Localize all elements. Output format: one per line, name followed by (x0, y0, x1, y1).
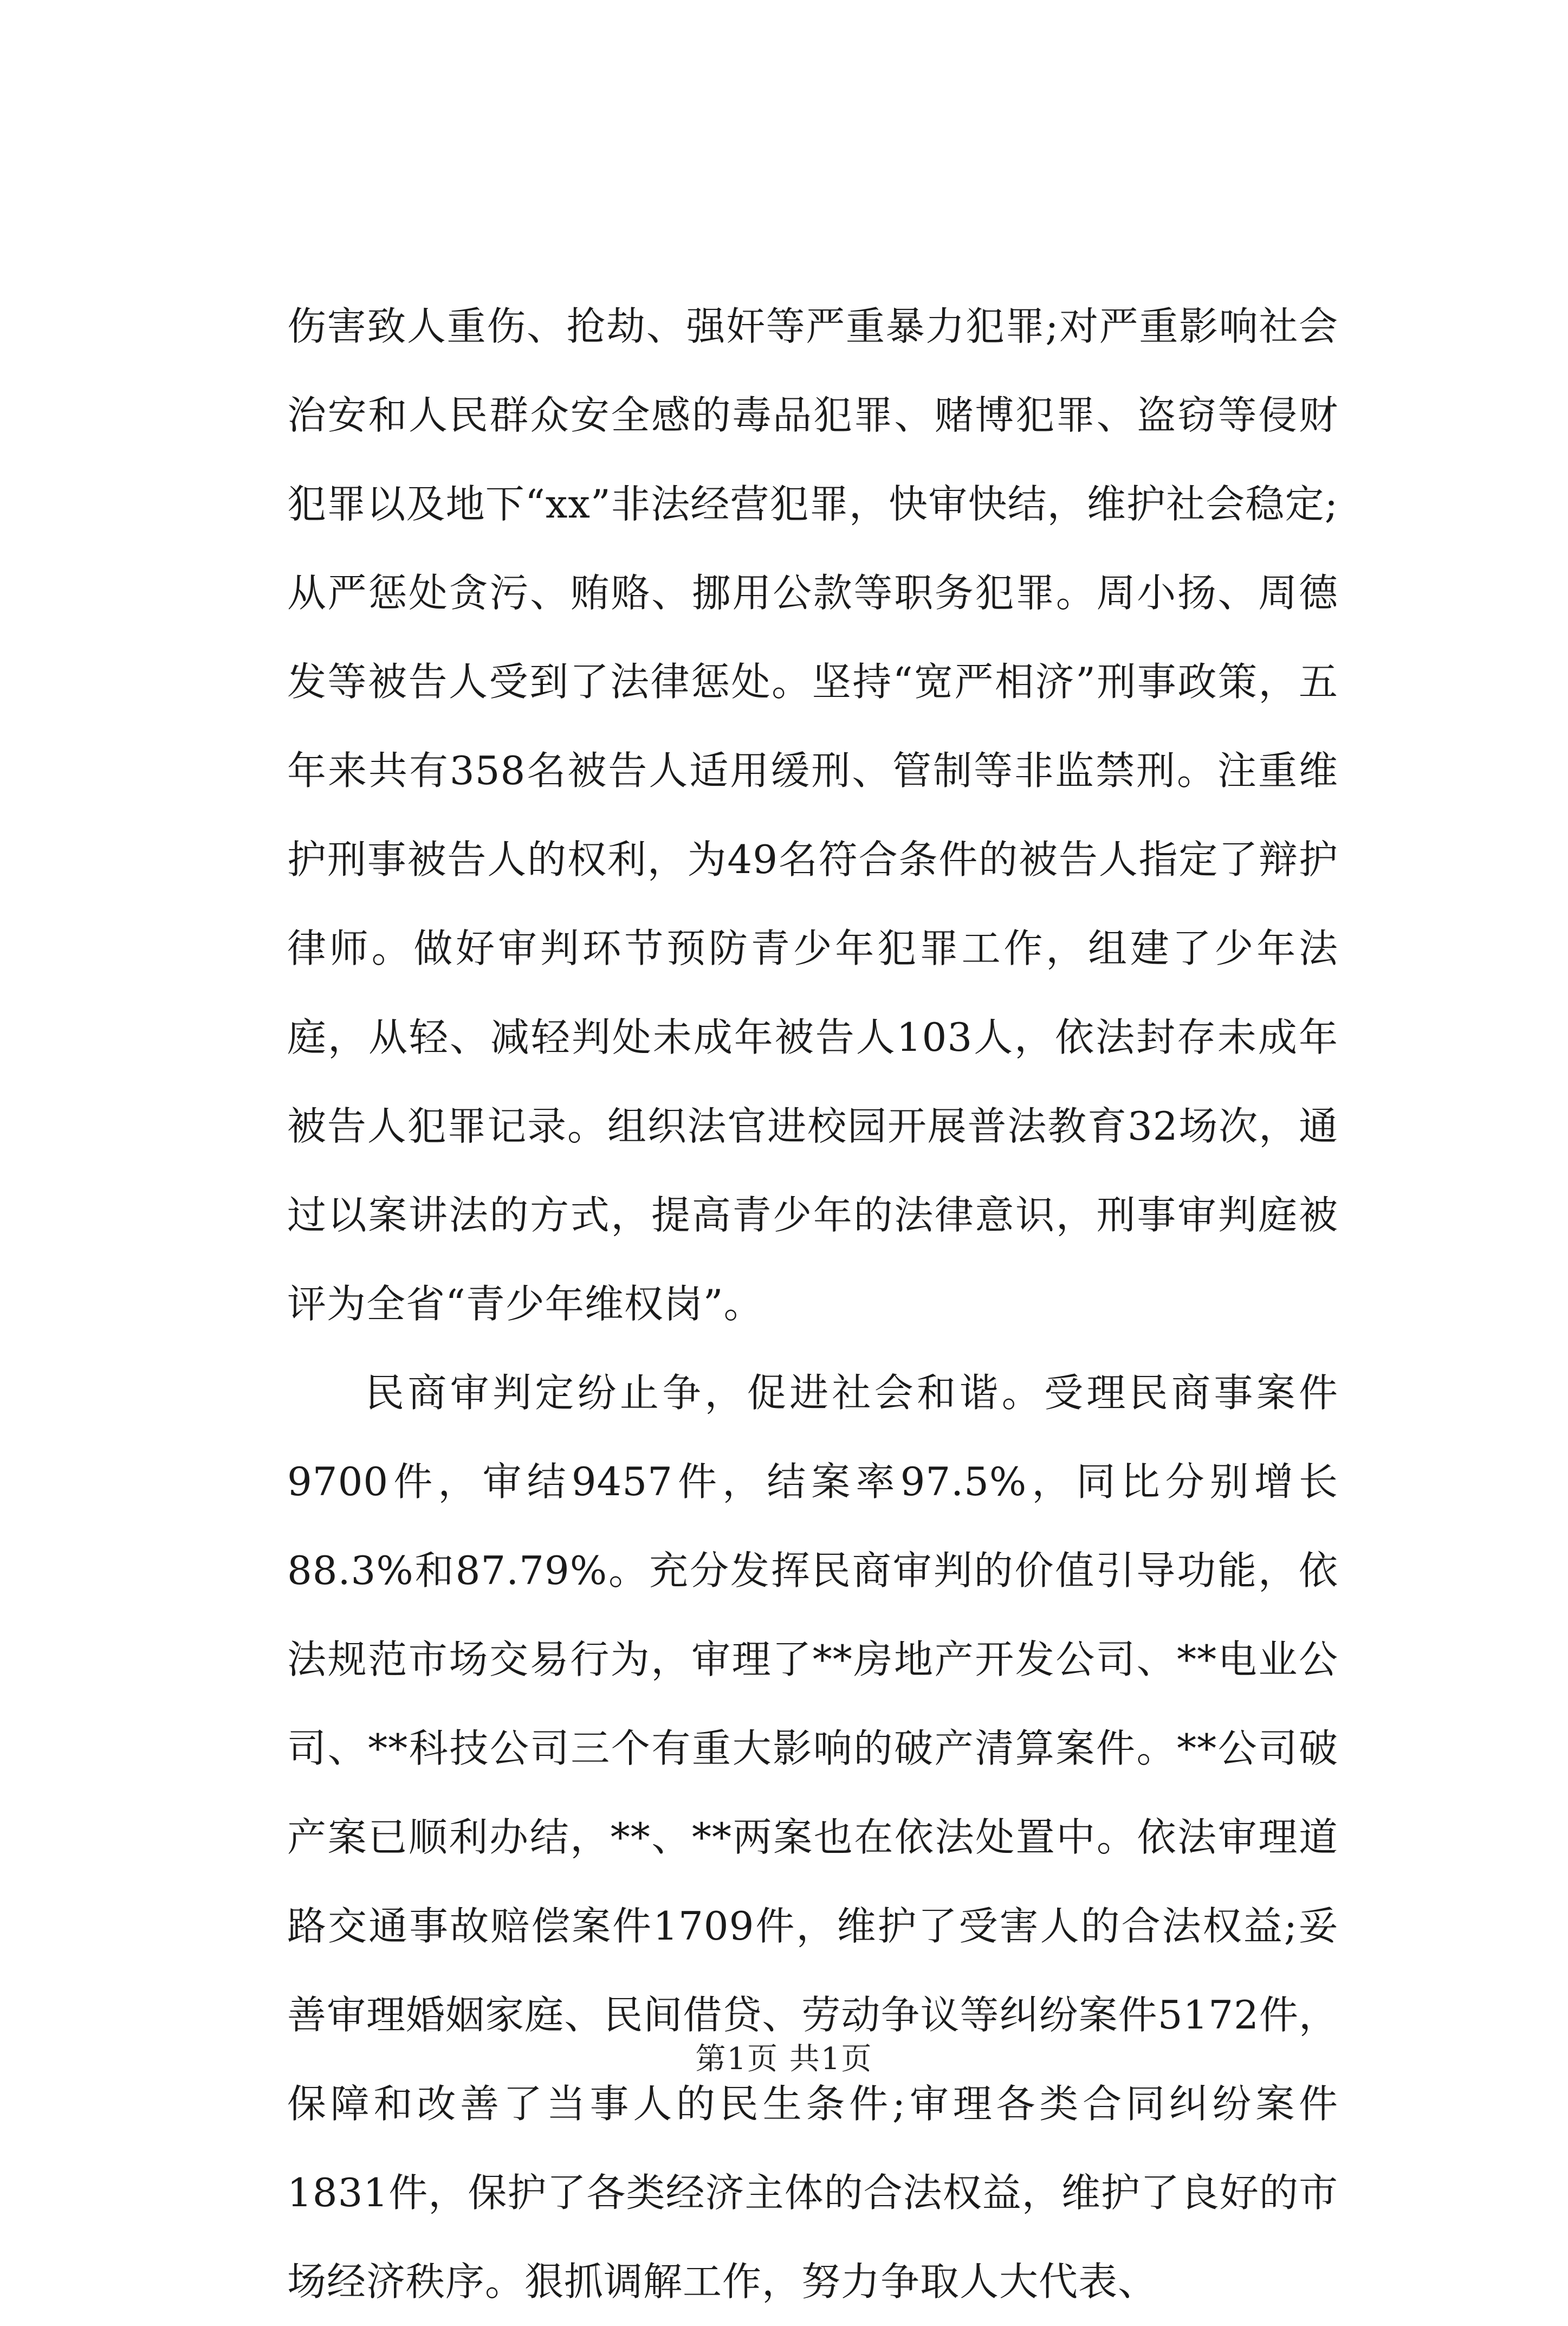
document-body (287, 282, 1338, 2326)
page-number-footer: 第1页 共1页 (695, 2041, 873, 2077)
paragraph-criminal-trials: 伤害致人重伤、抢劫、强奸等严重暴力犯罪;对严重影响社会治安和人民群众安全感的毒品犯罪、赌博犯罪、盗窃等侵财犯罪以及地下“xx”非法经营犯罪，快审快结，维护社会稳定;从严惩处贪污、贿赂、挪用公款等职务犯罪。周小扬、周德发等被告人受到了法律惩处。坚持“宽严相济”刑事政策，五年来共有358名被告人适用缓刑、管制等非监禁刑。注重维护刑事被告人的权利，为49名符合条件的被告人指定了辩护律师。做好审判环节预防青少年犯罪工作，组建了少年法庭，从轻、减轻判处未成年被告人103人，依法封存未成年被告人犯罪记录。组织法官进校园开展普法教育32场次，通过以案讲法的方式，提高青少年的法律意识，刑事审判庭被评为全省“青少年维权岗”。 (287, 303, 1338, 1327)
paragraph-civil-commercial-trials: 民商审判定纷止争，促进社会和谐。受理民商事案件9700件，审结9457件，结案率97.5%，同比分别增长88.3%和87.79%。充分发挥民商审判的价值引导功能，依法规范市场交易行为，审理了**房地产开发公司、**电业公司、**科技公司三个有重大影响的破产清算案件。**公司破产案已顺利办结，**、**两案也在依法处置中。依法审理道路交通事故赔偿案件1709件，维护了受害人的合法权益;妥善审理婚姻家庭、民间借贷、劳动争议等纠纷案件5172件，保障和改善了当事人的民生条件;审理各类合同纠纷案件1831件，保护了各类经济主体的合法权益，维护了良好的市场经济秩序。狠抓调解工作，努力争取人大代表、 (287, 1370, 1338, 2304)
